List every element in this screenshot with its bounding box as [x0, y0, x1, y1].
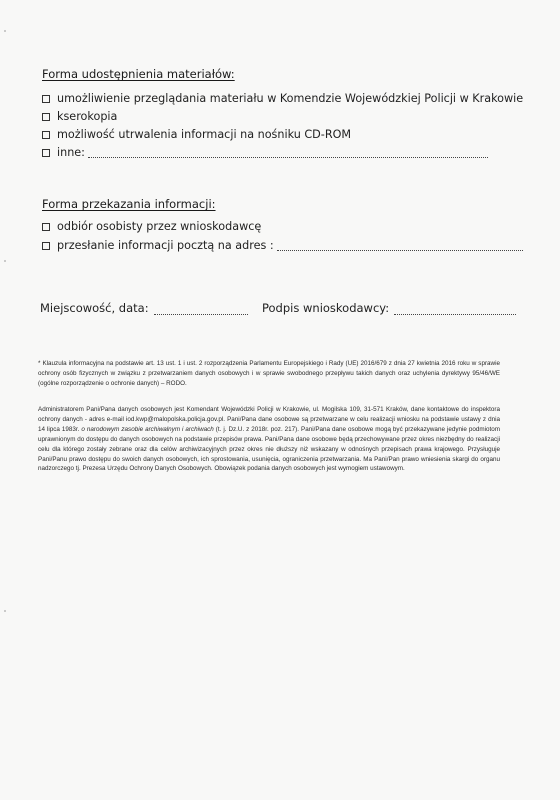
- option-label: odbiór osobisty przez wnioskodawcę: [57, 220, 262, 233]
- section-title-material-form: Forma udostępnienia materiałów:: [42, 67, 235, 81]
- option-cd-rom[interactable]: [42, 128, 351, 142]
- option-other[interactable]: [42, 146, 488, 160]
- signature-field[interactable]: [262, 301, 516, 315]
- admin-text-part1: Administratorem Pani/Pana danych osobowych jest Komendant Wojewódzki Policji w Krakowie, ul. Mogilska 109, 31-571 Kraków, dane kontaktowe do inspektora ochrony danych - adres e-mail iod.kwp@malopolska.policja.gov.pl. Pani/Pana dane osobowe są przetwarzane w celu realizacji wniosku na podstawie ustawy z dnia 14 lipca 1983r.: [38, 406, 500, 433]
- checkbox[interactable]: [42, 113, 50, 121]
- option-label: umożliwienie przeglądania materiału w Komendzie Wojewódzkiej Policji w Krakowie: [57, 92, 524, 105]
- checkbox[interactable]: [42, 131, 50, 139]
- admin-text-part2: (t. j. Dz.U. z 2018r. poz. 217). Pani/Pana dane osobowe mogą być przekazywane jedynie podmiotom uprawnionym do dostępu do danych osobowych na podstawie przepisów prawa. Pani/Pana dane osobowe będą przechowywane przez okres niezbędny do realizacji celu dla którego zostały zebrane oraz dla celów archiwizacyjnych przez okres nie dłuższy niż wskazany w odnośnych przepisach prawa krajowego. Przysługuje Pani/Panu prawo dostępu do swoich danych osobowych, ich sprostowania, usunięcia, ograniczenia przetwarzania. Ma Pani/Pan prawo wniesienia skargi do organu nadzorczego tj. Prezesa Urzędu Ochrony Danych Osobowych. Obowiązek podania danych osobowych jest wymogiem ustawowym.: [38, 425, 500, 473]
- scan-speck: [4, 610, 6, 612]
- checkbox[interactable]: [42, 149, 50, 157]
- option-label: możliwość utrwalenia informacji na nośniku CD-ROM: [57, 128, 352, 141]
- other-fill-line[interactable]: [88, 148, 488, 158]
- checkbox[interactable]: [42, 95, 50, 103]
- checkbox[interactable]: [42, 242, 50, 250]
- scan-speck: [4, 30, 6, 32]
- place-date-label: Miejscowość, data:: [40, 301, 149, 315]
- signature-line[interactable]: [394, 305, 516, 315]
- option-personal-pickup[interactable]: [42, 220, 261, 234]
- data-administrator-info: [38, 405, 500, 474]
- admin-text-italic: o narodowym zasobie archiwalnym i archiwach: [81, 425, 214, 433]
- address-fill-line[interactable]: [277, 241, 523, 251]
- gdpr-clause: * Klauzula informacyjna na podstawie art. 13 ust. 1 i ust. 2 rozporządzenia Parlamentu Europejskiego i Rady (UE) 2016/679 z dnia 27 kwietnia 2016 roku w sprawie ochrony osób fizycznych w związku z przetwarzaniem danych osobowych i w sprawie swobodnego przepływu takich danych oraz uchylenia dyrektywy 95/46/WE (ogólne rozporządzenie o ochronie danych) – RODO.: [38, 360, 500, 387]
- option-label: przesłanie informacji pocztą na adres :: [57, 239, 274, 252]
- option-photocopy[interactable]: [42, 110, 117, 124]
- checkbox[interactable]: [42, 223, 50, 231]
- place-date-field[interactable]: [40, 301, 248, 315]
- signature-label: Podpis wnioskodawcy:: [262, 301, 390, 315]
- option-label: kserokopia: [57, 110, 118, 123]
- section-title-transfer-form: Forma przekazania informacji:: [42, 197, 216, 211]
- scan-speck: [4, 260, 6, 262]
- place-date-line[interactable]: [154, 305, 248, 315]
- option-inspection[interactable]: [42, 92, 523, 106]
- option-mail-address[interactable]: [42, 239, 523, 253]
- option-label: inne:: [57, 146, 85, 159]
